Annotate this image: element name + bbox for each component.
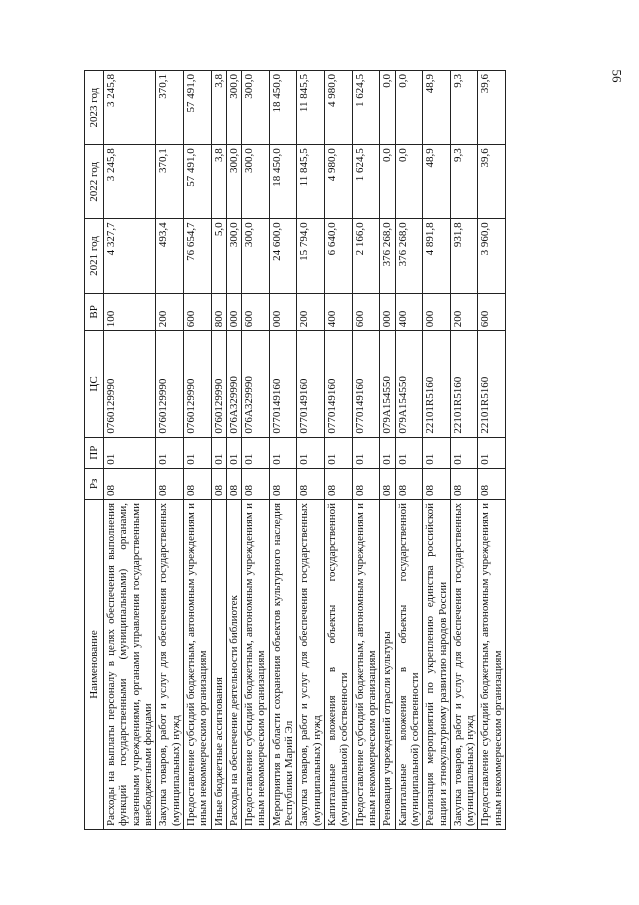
row-2023: 57 491,0 [183, 71, 211, 145]
row-2022: 48,9 [423, 145, 451, 219]
row-pr: 01 [395, 437, 423, 468]
row-rz: 08 [423, 468, 451, 499]
row-name: Мероприятия в области сохранения объектов культурного наследия Республики Марий Эл [269, 499, 297, 829]
header-pr: ПР [85, 437, 104, 468]
row-2023: 48,9 [423, 71, 451, 145]
row-2022: 39,6 [478, 145, 506, 219]
table-row [478, 71, 506, 830]
row-vr: 000 [380, 293, 395, 331]
row-pr: 01 [226, 437, 241, 468]
row-2021: 300,0 [242, 219, 270, 293]
table-header-row [85, 71, 104, 830]
row-2023: 39,6 [478, 71, 506, 145]
table-row [242, 71, 270, 830]
row-pr: 01 [450, 437, 478, 468]
row-cs: 0770149160 [352, 331, 380, 437]
table-row [297, 71, 325, 830]
row-name: Закупка товаров, работ и услуг для обеспечения государственных (муниципальных) нужд [450, 499, 478, 829]
row-2023: 0,0 [380, 71, 395, 145]
table-row [380, 71, 395, 830]
row-2023: 11 845,5 [297, 71, 325, 145]
row-rz: 08 [183, 468, 211, 499]
row-2023: 370,1 [156, 71, 184, 145]
row-rz: 08 [297, 468, 325, 499]
table-row [211, 71, 226, 830]
row-cs: 079А154550 [395, 331, 423, 437]
row-2022: 300,0 [242, 145, 270, 219]
row-name: Расходы на выплаты персоналу в целях обеспечения выполнения функций государственными (муниципальными) органами, казенными учреждениями, органами управления государственными внебюджетными фондами [104, 499, 156, 829]
row-pr: 01 [156, 437, 184, 468]
row-name: Реализация мероприятий по укреплению единства российской нации и этнокультурному развитию народов России [423, 499, 451, 829]
row-vr: 400 [395, 293, 423, 331]
row-2022: 9,3 [450, 145, 478, 219]
table-row [450, 71, 478, 830]
row-name: Иные бюджетные ассигнования [211, 499, 226, 829]
row-name: Расходы на обеспечение деятельности библиотек [226, 499, 241, 829]
row-rz: 08 [325, 468, 353, 499]
row-cs: 22101R5160 [423, 331, 451, 437]
row-vr: 100 [104, 293, 156, 331]
row-2023: 300,0 [226, 71, 241, 145]
row-pr: 01 [297, 437, 325, 468]
row-pr: 01 [211, 437, 226, 468]
row-rz: 08 [450, 468, 478, 499]
row-name: Предоставление субсидий бюджетным, автономным учреждениям и иным некоммерческим организациям [478, 499, 506, 829]
row-2022: 4 980,0 [325, 145, 353, 219]
row-pr: 01 [242, 437, 270, 468]
row-2021: 24 600,0 [269, 219, 297, 293]
row-2021: 4 891,8 [423, 219, 451, 293]
row-vr: 000 [423, 293, 451, 331]
row-vr: 000 [226, 293, 241, 331]
row-vr: 200 [297, 293, 325, 331]
row-2022: 300,0 [226, 145, 241, 219]
header-name: Наименование [85, 499, 104, 829]
row-2021: 931,8 [450, 219, 478, 293]
row-name: Капитальные вложения в объекты государственной (муниципальной) собственности [395, 499, 423, 829]
row-2023: 1 624,5 [352, 71, 380, 145]
row-vr: 000 [269, 293, 297, 331]
header-2022: 2022 год [85, 145, 104, 219]
row-cs: 076А329990 [242, 331, 270, 437]
row-cs: 0770149160 [325, 331, 353, 437]
row-cs: 0760129990 [104, 331, 156, 437]
row-vr: 400 [325, 293, 353, 331]
row-2023: 3 245,8 [104, 71, 156, 145]
row-2021: 3 960,0 [478, 219, 506, 293]
row-2022: 3 245,8 [104, 145, 156, 219]
row-2022: 0,0 [380, 145, 395, 219]
row-2022: 11 845,5 [297, 145, 325, 219]
row-cs: 0760129990 [211, 331, 226, 437]
row-2023: 0,0 [395, 71, 423, 145]
row-rz: 08 [242, 468, 270, 499]
row-2023: 3,8 [211, 71, 226, 145]
page-number: 56 [609, 69, 625, 83]
row-cs: 076А329990 [226, 331, 241, 437]
row-rz: 08 [352, 468, 380, 499]
row-pr: 01 [183, 437, 211, 468]
row-pr: 01 [380, 437, 395, 468]
row-rz: 08 [478, 468, 506, 499]
table-row [325, 71, 353, 830]
budget-table-container [84, 70, 554, 830]
row-2022: 370,1 [156, 145, 184, 219]
row-name: Закупка товаров, работ и услуг для обеспечения государственных (муниципальных) нужд [156, 499, 184, 829]
row-2021: 5,0 [211, 219, 226, 293]
row-vr: 600 [183, 293, 211, 331]
row-cs: 0770149160 [297, 331, 325, 437]
row-cs: 0770149160 [269, 331, 297, 437]
row-2021: 376 268,0 [380, 219, 395, 293]
row-cs: 0760129990 [156, 331, 184, 437]
table-row [104, 71, 156, 830]
row-pr: 01 [104, 437, 156, 468]
header-2021: 2021 год [85, 219, 104, 293]
header-rz: Рз [85, 468, 104, 499]
row-2022: 1 624,5 [352, 145, 380, 219]
row-name: Капитальные вложения в объекты государственной (муниципальной) собственности [325, 499, 353, 829]
table-row [183, 71, 211, 830]
row-pr: 01 [269, 437, 297, 468]
row-2021: 493,4 [156, 219, 184, 293]
row-2022: 3,8 [211, 145, 226, 219]
row-pr: 01 [352, 437, 380, 468]
row-2023: 300,0 [242, 71, 270, 145]
row-2021: 6 640,0 [325, 219, 353, 293]
row-name: Предоставление субсидий бюджетным, автономным учреждениям и иным некоммерческим организациям [242, 499, 270, 829]
row-pr: 01 [325, 437, 353, 468]
row-rz: 08 [104, 468, 156, 499]
row-rz: 08 [380, 468, 395, 499]
table-row [352, 71, 380, 830]
row-rz: 08 [395, 468, 423, 499]
row-vr: 600 [478, 293, 506, 331]
row-2022: 57 491,0 [183, 145, 211, 219]
row-vr: 200 [450, 293, 478, 331]
row-cs: 079А154550 [380, 331, 395, 437]
row-vr: 800 [211, 293, 226, 331]
row-rz: 08 [226, 468, 241, 499]
table-row [423, 71, 451, 830]
row-name: Закупка товаров, работ и услуг для обеспечения государственных (муниципальных) нужд [297, 499, 325, 829]
row-cs: 22101R5160 [450, 331, 478, 437]
row-2023: 9,3 [450, 71, 478, 145]
table-row [226, 71, 241, 830]
header-vr: ВР [85, 293, 104, 331]
row-2023: 18 450,0 [269, 71, 297, 145]
table-row [395, 71, 423, 830]
row-2022: 0,0 [395, 145, 423, 219]
row-2021: 376 268,0 [395, 219, 423, 293]
row-2021: 300,0 [226, 219, 241, 293]
row-2022: 18 450,0 [269, 145, 297, 219]
row-vr: 200 [156, 293, 184, 331]
row-name: Предоставление субсидий бюджетным, автономным учреждениям и иным некоммерческим организациям [352, 499, 380, 829]
row-name: Предоставление субсидий бюджетным, автономным учреждениям и иным некоммерческим организациям [183, 499, 211, 829]
row-2021: 2 166,0 [352, 219, 380, 293]
header-2023: 2023 год [85, 71, 104, 145]
row-rz: 08 [156, 468, 184, 499]
row-cs: 0760129990 [183, 331, 211, 437]
table-row [269, 71, 297, 830]
header-cs: ЦС [85, 331, 104, 437]
row-name: Реновация учреждений отрасли культуры [380, 499, 395, 829]
row-2021: 4 327,7 [104, 219, 156, 293]
row-vr: 600 [242, 293, 270, 331]
row-cs: 22101R5160 [478, 331, 506, 437]
row-rz: 08 [211, 468, 226, 499]
row-pr: 01 [478, 437, 506, 468]
row-2021: 15 794,0 [297, 219, 325, 293]
row-2021: 76 654,7 [183, 219, 211, 293]
row-pr: 01 [423, 437, 451, 468]
table-row [156, 71, 184, 830]
row-vr: 600 [352, 293, 380, 331]
row-2023: 4 980,0 [325, 71, 353, 145]
row-rz: 08 [269, 468, 297, 499]
budget-table [84, 70, 506, 830]
